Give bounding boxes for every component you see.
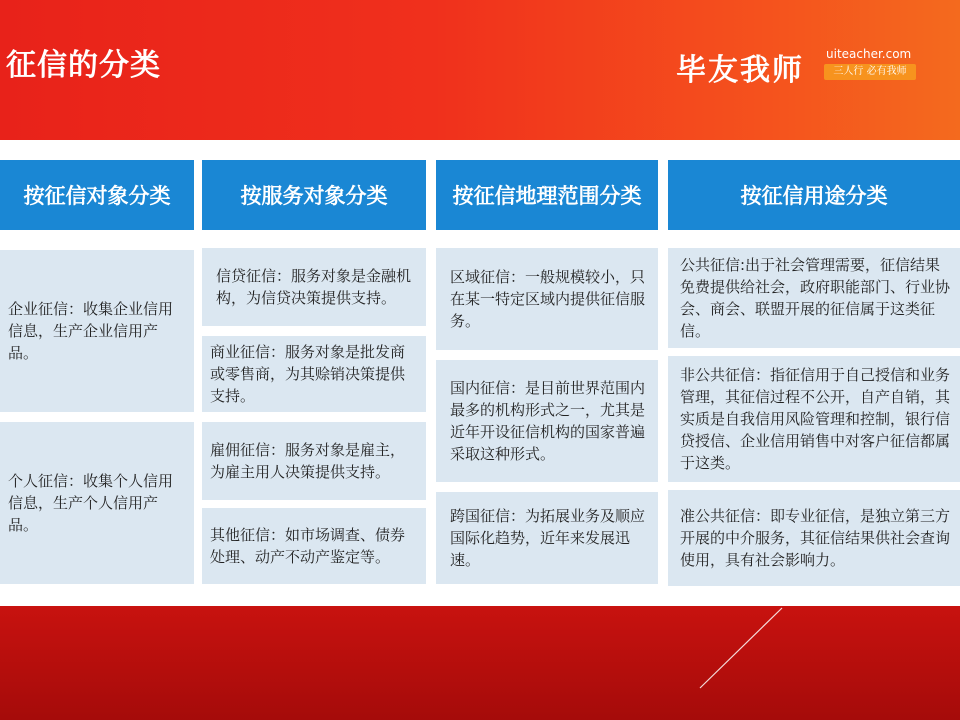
cell-credit-loan <box>202 248 426 326</box>
cell-text: 公共征信:出于社会管理需要，征信结果免费提供给社会，政府职能部门、行业协会、商会、联盟开展的征信属于这类征信。 <box>680 256 951 340</box>
cell-commercial-credit <box>202 336 426 412</box>
column-header-region: 按征信地理范围分类 <box>436 160 658 230</box>
cell-employment-credit <box>202 422 426 500</box>
cell-personal-credit <box>0 422 194 584</box>
cell-text: 雇佣征信：服务对象是雇主，为雇主用人决策提供支持。 <box>210 441 406 481</box>
column-header-service: 按服务对象分类 <box>202 160 426 230</box>
cell-text: 商业征信：服务对象是批发商或零售商，为其赊销决策提供支持。 <box>210 343 406 405</box>
cell-semipublic-credit <box>668 490 960 586</box>
page-title: 征信的分类 <box>6 48 161 83</box>
cell-text: 企业征信：收集企业信用信息，生产企业信用产品。 <box>8 300 174 362</box>
column-header-purpose: 按征信用途分类 <box>668 160 960 230</box>
cell-text: 国内征信：是目前世界范围内最多的机构形式之一，尤其是近年开设征信机构的国家普遍采取这种形式。 <box>450 379 646 463</box>
cell-text: 跨国征信：为拓展业务及顺应国际化趋势，近年来发展迅速。 <box>450 507 646 569</box>
cell-crossborder-credit <box>436 492 658 584</box>
cell-text: 个人征信：收集个人信用信息，生产个人信用产品。 <box>8 472 174 534</box>
column-header-object: 按征信对象分类 <box>0 160 194 230</box>
cell-nonpublic-credit <box>668 356 960 482</box>
brand-site: uiteacher.com <box>826 47 912 61</box>
cell-text: 其他征信：如市场调查、债券处理、动产不动产鉴定等。 <box>210 526 406 566</box>
cell-text: 准公共征信：即专业征信，是独立第三方开展的中介服务，其征信结果供社会查询使用，具有社会影响力。 <box>680 507 951 569</box>
cell-text: 信贷征信：服务对象是金融机构，为信贷决策提供支持。 <box>216 267 412 307</box>
cell-text: 非公共征信：指征信用于自己授信和业务管理，其征信过程不公开，自产自销，其实质是自我信用风险管理和控制，银行信贷授信、企业信用销售中对客户征信都属于这类。 <box>680 366 951 472</box>
cell-text: 区域征信：一般规模较小，只在某一特定区域内提供征信服务。 <box>450 268 646 330</box>
brand-slogan: 三人行 必有我师 <box>824 64 916 80</box>
cell-public-credit <box>668 248 960 348</box>
decorative-slash <box>698 606 818 690</box>
cell-regional-credit <box>436 248 658 350</box>
brand-logo-text: 毕友我师 <box>676 53 804 88</box>
cell-enterprise-credit <box>0 250 194 412</box>
cell-other-credit <box>202 508 426 584</box>
cell-domestic-credit <box>436 360 658 482</box>
